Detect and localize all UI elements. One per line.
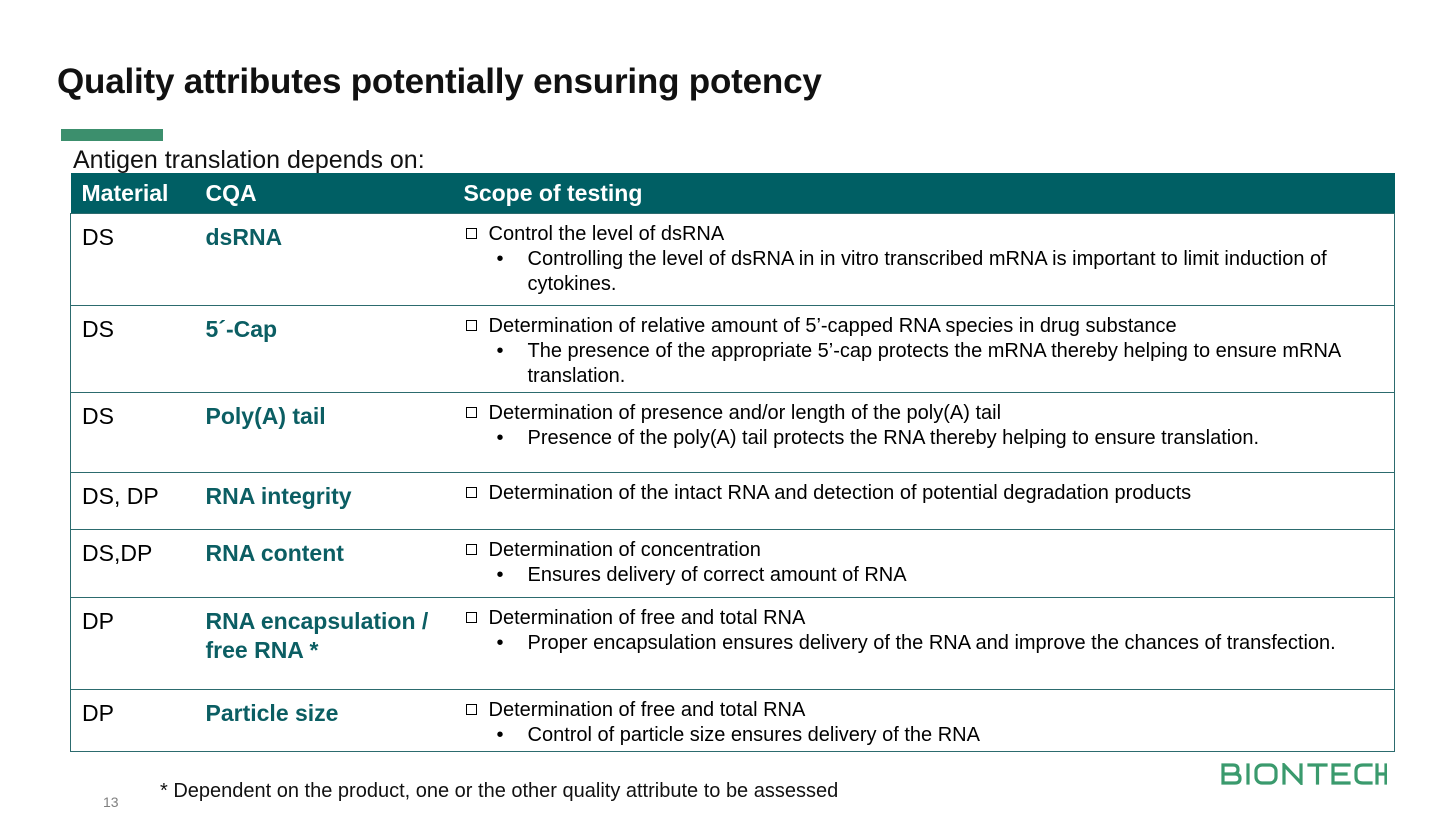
scope-main-point xyxy=(464,222,1387,247)
material-cell: DP xyxy=(71,690,195,752)
scope-cell xyxy=(453,598,1395,690)
table-row xyxy=(71,393,1395,473)
header-scope: Scope of testing xyxy=(463,179,643,206)
scope-cell xyxy=(453,473,1395,530)
scope-main-text: Determination of free and total RNA xyxy=(488,699,806,721)
cqa-cell: RNA content xyxy=(195,530,453,598)
checkbox-square-icon xyxy=(466,487,477,498)
table-row xyxy=(71,530,1395,598)
bullet-icon: • xyxy=(496,564,504,586)
title-accent-bar xyxy=(61,129,163,141)
cqa-table xyxy=(70,173,1395,752)
scope-sub-text: Proper encapsulation ensures delivery of the RNA and improve the chances of transfection. xyxy=(527,632,1336,654)
checkbox-square-icon xyxy=(466,228,477,239)
scope-main-text: Determination of the intact RNA and detection of potential degradation products xyxy=(488,482,1192,504)
scope-sub-text: The presence of the appropriate 5’-cap protects the mRNA thereby helping to ensure mRNA translation. xyxy=(527,340,1341,387)
scope-sub-text: Controlling the level of dsRNA in in vitro transcribed mRNA is important to limit induction of cytokines. xyxy=(527,248,1327,295)
scope-cell xyxy=(453,530,1395,598)
intro-text: Antigen translation depends on: xyxy=(73,146,425,174)
material-cell: DS xyxy=(71,393,195,473)
footnote: * Dependent on the product, one or the other quality attribute to be assessed xyxy=(160,780,839,802)
table-header-row xyxy=(71,173,1395,214)
scope-sub-point xyxy=(464,563,1387,588)
scope-cell xyxy=(453,306,1395,393)
material-cell: DS,DP xyxy=(71,530,195,598)
scope-sub-text: Presence of the poly(A) tail protects the RNA thereby helping to ensure translation. xyxy=(527,427,1260,449)
header-cqa: CQA xyxy=(205,179,257,206)
scope-main-text: Determination of relative amount of 5’-capped RNA species in drug substance xyxy=(488,315,1177,337)
biontech-logo-mark xyxy=(1221,763,1387,785)
scope-sub-text: Control of particle size ensures delivery of the RNA xyxy=(527,724,980,746)
checkbox-square-icon xyxy=(466,544,477,555)
bullet-icon: • xyxy=(496,724,504,746)
scope-sub-point xyxy=(464,723,1387,748)
scope-sub-text: Ensures delivery of correct amount of RNA xyxy=(527,564,907,586)
cqa-cell: Poly(A) tail xyxy=(195,393,453,473)
scope-main-text: Determination of concentration xyxy=(488,539,761,561)
material-cell: DS xyxy=(71,214,195,306)
table-row xyxy=(71,598,1395,690)
scope-main-point xyxy=(464,538,1387,563)
checkbox-square-icon xyxy=(466,704,477,715)
scope-main-text: Control the level of dsRNA xyxy=(488,223,725,245)
scope-cell xyxy=(453,214,1395,306)
biontech-logo xyxy=(1221,763,1387,790)
material-cell: DS, DP xyxy=(71,473,195,530)
scope-sub-point xyxy=(464,339,1387,389)
scope-sub-point xyxy=(464,426,1387,451)
cqa-cell: RNA encapsulation / free RNA * xyxy=(195,598,453,690)
checkbox-square-icon xyxy=(466,320,477,331)
checkbox-square-icon xyxy=(466,612,477,623)
scope-cell xyxy=(453,393,1395,473)
cqa-cell: dsRNA xyxy=(195,214,453,306)
scope-main-point xyxy=(464,698,1387,723)
bullet-icon: • xyxy=(496,632,504,654)
header-material: Material xyxy=(81,179,169,206)
scope-cell xyxy=(453,690,1395,752)
scope-main-point xyxy=(464,606,1387,631)
slide-title: Quality attributes potentially ensuring potency xyxy=(57,62,822,101)
material-cell: DS xyxy=(71,306,195,393)
scope-main-text: Determination of free and total RNA xyxy=(488,607,806,629)
cqa-cell: RNA integrity xyxy=(195,473,453,530)
cqa-cell: Particle size xyxy=(195,690,453,752)
cqa-cell: 5´-Cap xyxy=(195,306,453,393)
table-row xyxy=(71,473,1395,530)
bullet-icon: • xyxy=(496,340,504,362)
scope-main-point xyxy=(464,481,1387,506)
table-row xyxy=(71,306,1395,393)
material-cell: DP xyxy=(71,598,195,690)
scope-sub-point xyxy=(464,631,1387,656)
checkbox-square-icon xyxy=(466,407,477,418)
page-number: 13 xyxy=(103,794,119,810)
scope-main-point xyxy=(464,314,1387,339)
bullet-icon: • xyxy=(496,427,504,449)
scope-main-point xyxy=(464,401,1387,426)
table-row xyxy=(71,214,1395,306)
scope-sub-point xyxy=(464,247,1387,297)
bullet-icon: • xyxy=(496,248,504,270)
table-row xyxy=(71,690,1395,752)
scope-main-text: Determination of presence and/or length of the poly(A) tail xyxy=(488,402,1002,424)
